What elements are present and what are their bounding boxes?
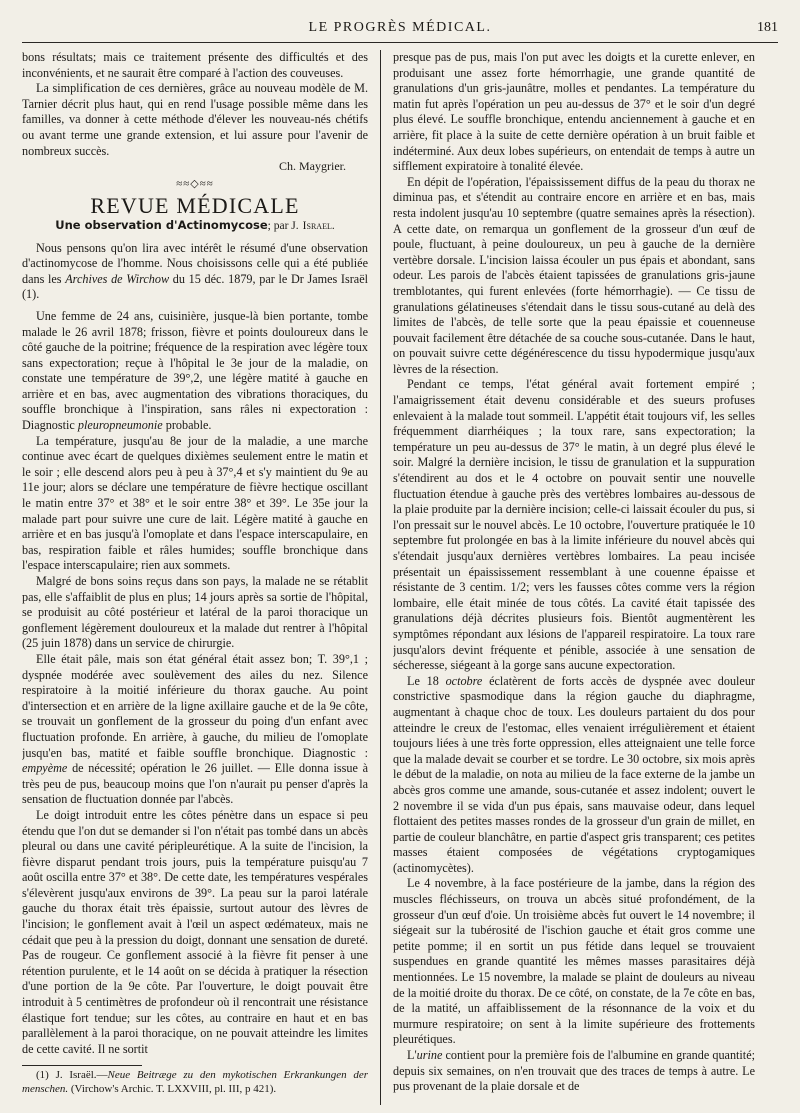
article-author: Israel.	[302, 219, 335, 232]
journal-title: LE PROGRÈS MÉDICAL.	[308, 20, 492, 35]
page-header	[22, 20, 778, 43]
body-paragraph: Le doigt introduit entre les côtes pénètre dans un espace si peu étendu que l'on dut se demander si l'on n'était pas tombé dans un abcès pleural ou dans une cavité péripleurétique. A la suite de l'incision, la fièvre disparut pendant trois jours, puis la température puisqu'au 7 août oscilla entre 37° et 38°. De cette date, les températures vespérales s'élevèrent jusqu'aux environs de 39°. La peau sur la paroi latérale gauche du thorax était très épaissie, surtout autour des lèvres de l'incision; le gonflement avait à l'œil un aspect œdémateux, mais ne cédait que peu à la pression du doigt, donnant une sensation de dureté. Pas de rougeur. Ce gonflement associé à la fièvre fit penser à une rétention purulente, et le 14 août on se décida à pratiquer la résection d'une portion de la 9e côte. Par l'ouverture, le doigt pouvait être introduit à 5 centimètres de profondeur où il rencontrait une résistance élastique fort tendue; sur les côtes, au contraire en haut et en bas parallèlement à la paroi thoracique, on ne pouvait atteindre les limites de cette cavité. Il ne sortit	[22, 807, 368, 1056]
body-paragraph: La température, jusqu'au 8e jour de la maladie, a une marche continue avec écart de quelques dixièmes seulement entre le matin et le soir ; elle descend alors peu à peu à 37°,4 et s'y maintient du 9e au 11e jour; alors se déclare une température de fièvre hectique oscillant le matin entre 37° et 38° et le soir entre 38° et 39°. Le 35e jour la malade part pour suivre une cure de lait. Légère matité à gauche en arrière et en bas jusqu'à l'omoplate et dans l'espace interscapulaire, en bas, respiration faible et râles humides; souffle bronchique dans l'espace interscapulaire; rien aux sommets.	[22, 433, 368, 573]
article-byline: ; par J.	[267, 219, 299, 232]
page-number: 181	[757, 20, 778, 35]
left-column	[22, 50, 368, 1105]
body-paragraph: Pendant ce temps, l'état général avait fortement empiré ; l'amaigrissement était devenu considérable et des sueurs profuses enlevaient à la malade tout sommeil. L'appétit était toujours vif, les selles fréquemment diarrhéiques ; la toux rare, sans expectoration; la température un peu au-dessus de 37° le matin, à un degré plus élevé le soir. Malgré la dernière incision, le tissu de granulation et la suppuration s'étendirent au dos et le 4 octobre on pouvait sentir une nouvelle fluctuation étendue à gauche près des vertèbres lombaires au-dessous de la plaie produite par la dernière incision; celle-ci laissait écouler du pus, si l'on pressait sur le nouvel abcès. Le 10 octobre, l'ouverture pratiquée le 10 septembre fut prolongée en bas à la limite inférieure du nouvel abcès qui s'étendait jusqu'aux dernières vertèbres lombaires. La peau incisée présentait un épaississement ressemblant à une couenne épaisse et résistante de 3 centim. 1/2; vers les fausses côtes comme vers la région lombaire, elle était minée de tous côtés. La cavité était tapissée des granulations déjà décrites plusieurs fois. Bientôt augmentèrent les symptômes répondant aux lésions de l'appareil respiratoire. La toux rare jusqu'alors devint fréquente et pénible, associée à une sensation de sécheresse, siégeant à la gorge sans aucune expectoration.	[393, 377, 755, 673]
intro-paragraph: bons résultats; mais ce traitement présente des difficultés et des inconvénients, et ne saurait être comparé à l'action des couveuses.	[22, 50, 368, 80]
body-paragraph: En dépit de l'opération, l'épaississement diffus de la peau du thorax ne diminua pas, et s'étendit au contraire encore en arrière et en bas, mais resta indolent jusqu'au 10 septembre (quatre semaines après la résection). A cette date, on remarqua un gonflement de la grosseur d'un œuf de poule, fluctuant, à peine douloureux, un peu à gauche de la dernière vertèbre dorsale. L'incision laissa écouler un pus épais et abondant, sans odeur. Les parois de l'abcès étaient tapissées de granulations gris-jaune tremblotantes, qui furent enlevées (forte hémorrhagie). — Ce tissu de granulations gélatineuses s'étendait dans le tissu sous-cutané au delà des limites de l'abcès, de telle sorte que la peau épaissie et couenneuse pouvait facilement être détachée de sa couche sous-cutanée. Dans le haut, on pouvait suivre cette dégénérescence du tissu hypodermique jusqu'aux lèvres de la résection.	[393, 174, 755, 376]
footnote: (1) J. Israël.—Neue Beitræge zu den mykotischen Erkrankungen der menschen. (Virchow's Archic. T. LXXVIII, pl. III, p 421).	[22, 1069, 368, 1095]
right-column	[393, 50, 755, 1105]
body-paragraph: presque pas de pus, mais l'on put avec les doigts et la curette enlever, en produisant une assez forte hémorrhagie, une grande quantité de granulations d'un gris-jaunâtre, molles et pendantes. La température du matin fut après l'opération un peu au-dessus de 37° et le soir d'un degré plus élevé. Le souffle bronchique, entendu anciennement à gauche et en arrière, fit place à la suite de cette dernière opération à un bruit faible et indéterminé. Aux deux lobes supérieurs, on entendait de temps à autre un sifflement expiratoire à tonalité élevée.	[393, 50, 755, 174]
body-paragraph: Le 18 octobre éclatèrent de forts accès de dyspnée avec douleur constrictive spasmodique dans la région gauche du diaphragme, augmentant à chaque choc de toux. Les douleurs partaient du dos pour atteindre le creux de l'estomac, elles venaient irrégulièrement et étaient toujours liées à une très forte oppression, elles atteignaient une telle force que la malade devait se courber et se tordre. Le 30 octobre, six mois après le début de la maladie, on nota au milieu de la face externe de la jambe un abcès gros comme une amande, sous-cutanée et assez indolent; ouvert le 2 novembre il se vida d'un pus épais, sans mauvaise odeur, dans lequel flottaient des petites masses rondes de la grosseur d'un grain de millet, en partie de couleur blanchâtre, en partie d'aspect gris transparent; ces petites masses étaient composées de végétations cryptogamiques (actinomycètes).	[393, 673, 755, 875]
footnote-rule	[22, 1065, 142, 1066]
article-title-text: Une observation d'Actinomycose	[55, 217, 268, 232]
body-paragraph: Elle était pâle, mais son état général était assez bon; T. 39°,1 ; dyspnée modérée avec soulèvement des ailes du nez. Silence respiratoire à la moitié inférieure du thorax gauche. Au point d'intersection et en arrière de la ligne axillaire gauche et de la 9e côte, se trouvait un gonflement de la grosseur du poing d'un enfant avec fluctuation profonde. En arrière, à gauche, du milieu de l'omoplate jusqu'en bas, matité et faible souffle bronchique. Diagnostic : empyème de nécessité; opération le 26 juillet. — Elle donna issue à très peu de pus, beaucoup moins que l'on n'aurait pu penser d'après la sensation de fluctuation donnée par l'abcès.	[22, 651, 368, 807]
section-title: REVUE MÉDICALE	[90, 193, 300, 219]
article-title	[22, 218, 368, 235]
body-paragraph: L'urine contient pour la première fois de l'albumine en grande quantité; depuis six semaines, on n'en trouvait que des traces de temps à autre. Le pus provenant de la plaie dorsale et de	[393, 1048, 755, 1094]
body-paragraph: Nous pensons qu'on lira avec intérêt le résumé d'une observation d'actinomycose de l'homme. Nous choisissons celle qui a été publiée dans les Archives de Wirchow du 15 déc. 1879, par le Dr James Israël (1).	[22, 240, 368, 302]
author-signature: Ch. Maygrier.	[279, 159, 346, 174]
column-divider	[380, 50, 381, 1105]
body-paragraph: Le 4 novembre, à la face postérieure de la jambe, dans la région des muscles fléchisseurs, on trouva un abcès situé profondément, de la grosseur d'un œuf d'oie. Un troisième abcès fut ouvert le 14 novembre; il siégeait sur la tubérosité de l'ischion gauche et était gros comme une petite pomme; il en sortit un pus fétide dans lequel se trouvaient suspendues en grande quantité les mêmes masses parasitaires déjà mentionnées. Le 15 novembre, la malade se plaint de douleurs au niveau de la moitié droite du thorax. De ce côté, on constate, de la 7e côte en bas, de la matité, un affaiblissement de la résonnance de la voix et du murmure respiratoire; on sent à la limite supérieure des frottements pleurétiques.	[393, 876, 755, 1047]
body-paragraph: Une femme de 24 ans, cuisinière, jusque-là bien portante, tombe malade le 26 avril 1878; frisson, fièvre et points douloureux dans le côté gauche de la poitrine; fréquence de la respiration avec légère toux sans expectoration; reçue à l'hôpital le 3e jour de la maladie, on constate une température de 39°,2, une légère matité à gauche en arrière et en bas, avec augmentation des vibrations thoraciques, du souffle bronchique à l'inspiration, sans râles ni expectoration : Diagnostic pleuropneumonie probable.	[22, 308, 368, 433]
ornament-divider: ≈≈◇≈≈	[176, 177, 214, 190]
body-paragraph: Malgré de bons soins reçus dans son pays, la malade ne se rétablit pas, elle s'affaiblit de plus en plus; 14 jours après sa sortie de l'hôpital, se produisit au côté postérieur et latéral de la paroi thoracique un gonflement légèrement douloureux et la malade dut rentrer à l'hôpital (25 juin 1878) dans un service de chirurgie.	[22, 574, 368, 651]
intro-paragraph: La simplification de ces dernières, grâce au nouveau modèle de M. Tarnier décrit plus haut, qui en rend l'usage possible même dans les familles, va donner à cette méthode d'élever les nouveau-nés chétifs ou avant terme une grande extension, et lui assure pour l'avenir de nombreux succès.	[22, 81, 368, 158]
